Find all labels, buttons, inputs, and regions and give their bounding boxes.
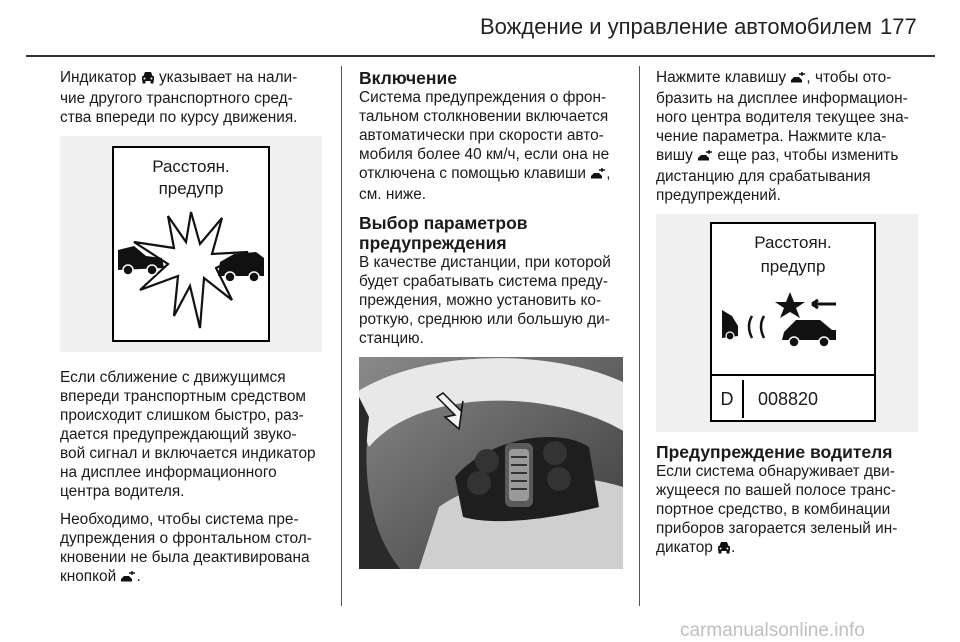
distance-setting-figure <box>656 214 918 432</box>
col2-paragraph-1: Система предупреждения о фрон- тальном столкновении включается автоматически при скорости авто- мобиля более 40 км/ч, если она не отключена с помощью клавиши , см. ниже. <box>359 89 611 203</box>
collision-star-icon <box>112 204 270 338</box>
figure-label-line1: Расстоян. <box>152 157 230 176</box>
column-divider-2 <box>639 66 640 606</box>
collision-warning-figure <box>60 136 322 352</box>
collision-warning-button-icon <box>120 569 136 588</box>
col3-paragraph-1: Нажмите клавишу , чтобы ото- бразить на дисплее информацион- ного центра водителя текущее зна- чение параметра. Нажмите кла- вишу еще раз, чтобы изменить дистанцию для срабатывания предупреждений. <box>656 69 909 204</box>
gear-indicator: D <box>712 380 744 418</box>
col1-paragraph-3: Необходимо, чтобы система пре- дупреждения о фронтальном стол- кновении не была деактивирована кнопкой . <box>60 510 332 588</box>
figure-label-line1: Расстоян. <box>754 233 832 252</box>
car-front-icon <box>717 540 731 559</box>
heading-driver-warning: Предупреждение водителя <box>656 442 893 462</box>
figure-label-line2: предупр <box>760 257 826 276</box>
header-title: Вождение и управление автомобилем <box>480 14 873 39</box>
display-separator <box>710 374 876 376</box>
column-3 <box>656 68 932 568</box>
collision-warning-button-icon <box>697 148 713 167</box>
header-rule <box>26 55 935 57</box>
collision-warning-button-icon <box>590 166 606 185</box>
collision-warning-button-icon <box>790 70 806 89</box>
car-front-icon <box>141 70 155 89</box>
col1-paragraph-1: Индикатор указывает на нали- чие другого транспортного сред- ства впереди по курсу движения. <box>60 69 298 126</box>
odometer-readout: 008820 <box>758 389 819 409</box>
col3-paragraph-2: Если система обнаруживает дви- жущееся по вашей полосе транс- портное средство, в комбинации приборов загорается зеленый ин- дикатор . <box>656 462 932 559</box>
page-number: 177 <box>880 14 917 39</box>
column-1 <box>60 68 332 597</box>
page-header <box>0 0 960 48</box>
col1-paragraph-2: Если сближение с движущимся впереди транспортным средством происходит слишком быстро, раз- дается предупреждающий звуко- вой сигнал и включается индикатор на дисплее информационного центра водителя. <box>60 369 316 500</box>
figure-label-line2: предупр <box>158 179 224 198</box>
distance-indicator-icon <box>712 286 874 350</box>
col2-paragraph-2: В качестве дистанции, при которой будет срабатывать система преду- преждения, можно установить ко- роткую, среднюю или большую ди- станцию. <box>359 254 611 347</box>
column-2 <box>359 68 631 569</box>
heading-activation: Включение <box>359 68 457 88</box>
heading-parameter-selection: Выбор параметров предупреждения <box>359 213 528 253</box>
steering-wheel-photo <box>359 357 623 569</box>
column-divider-1 <box>341 66 342 606</box>
watermark: carmanualsonline.info <box>680 620 865 641</box>
